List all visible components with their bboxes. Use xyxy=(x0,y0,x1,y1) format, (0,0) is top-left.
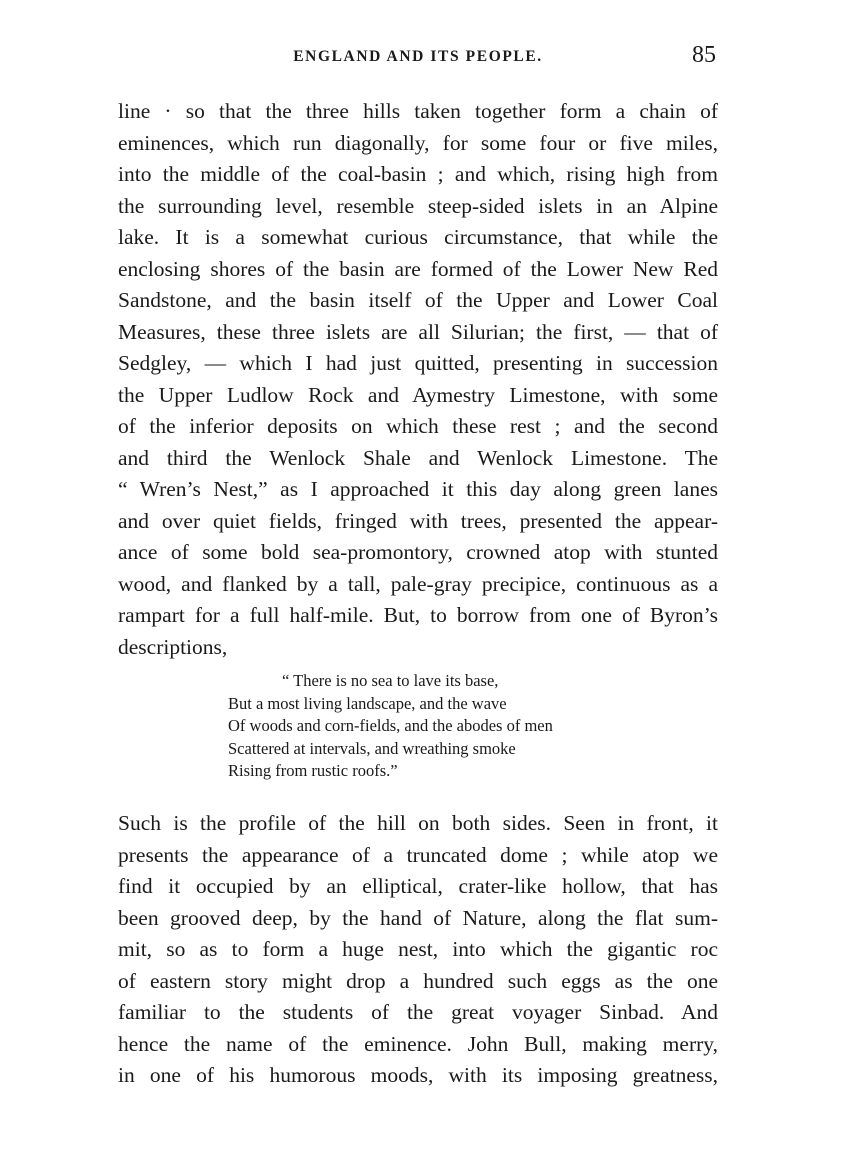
text-line: the surrounding level, resemble steep-sided islets in an Alpine xyxy=(118,193,718,218)
text-line: “ Wren’s Nest,” as I approached it this day along green lanes xyxy=(118,477,718,501)
text-line: familiar to the students of the great voyager Sinbad. And xyxy=(118,1000,718,1024)
running-head: ENGLAND AND ITS PEOPLE. xyxy=(293,48,543,65)
text-line: been grooved deep, by the hand of Nature, along the flat sum- xyxy=(118,905,718,930)
text-line: in one of his humorous moods, with its imposing greatness, xyxy=(118,1063,718,1087)
text-line: Measures, these three islets are all Silurian; the first, — that of xyxy=(118,319,718,344)
text-line: descriptions, xyxy=(118,634,228,659)
text-line: of the inferior deposits on which these rest ; and the second xyxy=(118,414,718,438)
text-line: enclosing shores of the basin are formed of the Lower New Red xyxy=(118,256,718,281)
verse-line: Rising from rustic roofs.” xyxy=(228,761,398,780)
text-line: Sandstone, and the basin itself of the Upper and Lower Coal xyxy=(118,288,718,312)
paragraph-1 xyxy=(118,96,718,663)
text-line: ance of some bold sea-promontory, crowned atop with stunted xyxy=(118,540,718,564)
text-line: lake. It is a somewhat curious circumstance, that while the xyxy=(118,225,718,249)
text-line: presents the appearance of a truncated dome ; while atop we xyxy=(118,842,718,867)
verse-line: Of woods and corn-fields, and the abodes of men xyxy=(228,716,553,735)
text-line: and over quiet fields, fringed with trees, presented the appear- xyxy=(118,508,718,533)
text-line: wood, and flanked by a tall, pale-gray precipice, continuous as a xyxy=(118,571,718,596)
verse-line: “ There is no sea to lave its base, xyxy=(282,671,499,690)
text-line: hence the name of the eminence. John Bull, making merry, xyxy=(118,1031,718,1056)
page-header xyxy=(118,42,718,78)
page-number: 85 xyxy=(692,42,716,68)
text-line: of eastern story might drop a hundred such eggs as the one xyxy=(118,968,718,993)
text-line: mit, so as to form a huge nest, into which the gigantic roc xyxy=(118,937,718,961)
text-line: the Upper Ludlow Rock and Aymestry Limestone, with some xyxy=(118,382,718,407)
text-line: eminences, which run diagonally, for some four or five miles, xyxy=(118,130,718,155)
verse-line: Scattered at intervals, and wreathing smoke xyxy=(228,738,516,758)
verse-line: But a most living landscape, and the wave xyxy=(228,693,507,713)
text-line: into the middle of the coal-basin ; and which, rising high from xyxy=(118,162,718,186)
text-line: line · so that the three hills taken together form a chain of xyxy=(118,99,718,123)
paragraph-2 xyxy=(118,808,718,1092)
verse-quotation xyxy=(228,670,553,783)
text-line: find it occupied by an elliptical, crater-like hollow, that has xyxy=(118,874,718,898)
text-line: rampart for a full half-mile. But, to borrow from one of Byron’s xyxy=(118,603,718,627)
text-line: Such is the profile of the hill on both sides. Seen in front, it xyxy=(118,811,718,835)
text-line: Sedgley, — which I had just quitted, presenting in succession xyxy=(118,351,718,375)
text-line: and third the Wenlock Shale and Wenlock Limestone. The xyxy=(118,445,718,470)
